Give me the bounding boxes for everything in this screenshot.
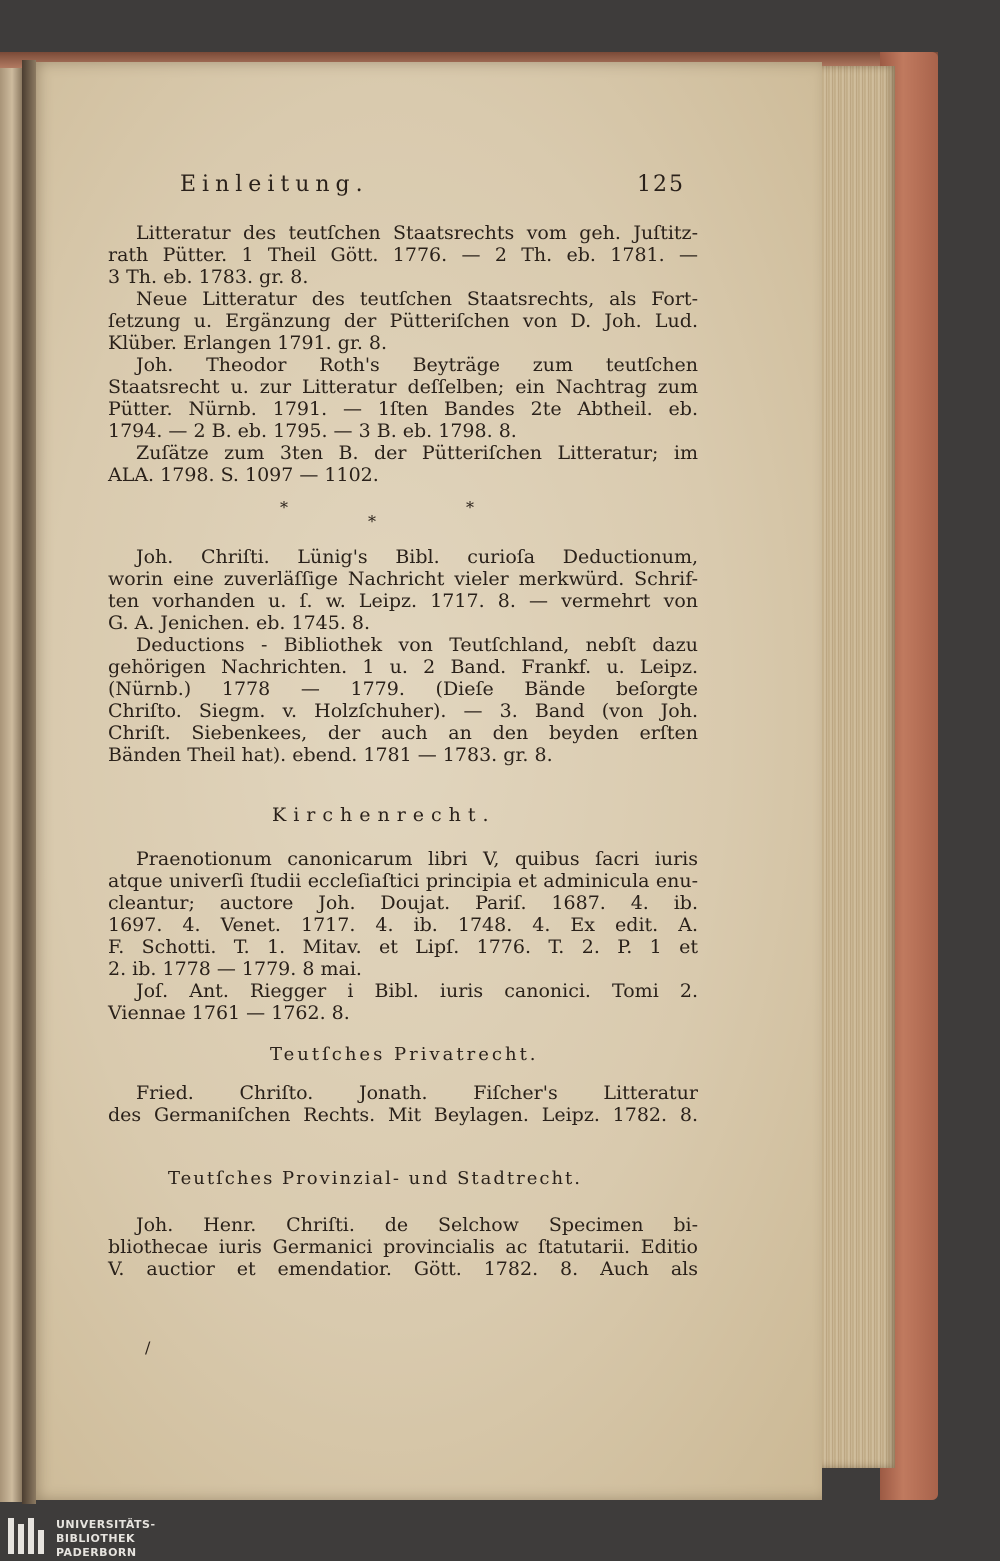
text-line: ALA. 1798. S. 1097 — 1102.	[108, 464, 379, 486]
text-line: ſetzung u. Ergänzung der Pütteriſchen von D. Joh. Lud.	[108, 310, 698, 332]
text-block-privatrecht	[108, 1082, 698, 1126]
text-line: atque univerſi ſtudii eccleſiaſtici principia et adminicula enu-	[108, 870, 698, 892]
text-block-staatsrecht	[108, 222, 698, 486]
ink-mark: /	[145, 1338, 151, 1357]
text-line: rath Pütter. 1 Theil Gött. 1776. — 2 Th. eb. 1781. —	[108, 244, 698, 266]
text-line: ten vorhanden u. ſ. w. Leipz. 1717. 8. — vermehrt von	[108, 590, 698, 612]
library-logo-icon	[6, 1516, 48, 1556]
text-line: F. Schotti. T. 1. Mitav. et Lipſ. 1776. T. 2. P. 1 et	[108, 936, 698, 958]
text-block-kirchenrecht	[108, 848, 698, 1024]
divider-star: *	[280, 498, 288, 517]
text-line: Chriſt. Siebenkees, der auch an den beyden erſten	[108, 722, 698, 744]
text-line: Klüber. Erlangen 1791. gr. 8.	[108, 332, 388, 354]
text-line: V. auctior et emendatior. Gött. 1782. 8. Auch als	[108, 1258, 698, 1280]
facing-page-edge	[0, 62, 24, 1502]
text-line: Joh. Chriſti. Lünig's Bibl. curioſa Deductionum,	[136, 546, 698, 568]
page-number: 125	[637, 172, 685, 197]
section-heading-kirchenrecht: Kirchenrecht.	[272, 804, 496, 826]
text-line: 1697. 4. Venet. 1717. 4. ib. 1748. 4. Ex edit. A.	[108, 914, 698, 936]
text-line: cleantur; auctore Joh. Doujat. Pariſ. 1687. 4. ib.	[108, 892, 698, 914]
text-line: worin eine zuverläſſige Nachricht vieler merkwürd. Schrif-	[108, 568, 698, 590]
text-line: Praenotionum canonicarum libri V, quibus ſacri iuris	[136, 848, 698, 870]
text-line: Joh. Theodor Roth's Beyträge zum teutſchen	[136, 354, 698, 376]
text-line: gehörigen Nachrichten. 1 u. 2 Band. Frankf. u. Leipz.	[108, 656, 698, 678]
text-line: Deductions - Bibliothek von Teutſchland, nebſt dazu	[136, 634, 698, 656]
section-divider-stars	[280, 498, 480, 531]
logo-text-line: BIBLIOTHEK	[56, 1532, 136, 1545]
text-line: Joſ. Ant. Riegger i Bibl. iuris canonici. Tomi 2.	[136, 980, 698, 1002]
library-logo	[6, 1512, 246, 1559]
text-line: Viennae 1761 — 1762. 8.	[108, 1002, 350, 1024]
text-line: bliothecae iuris Germanici provincialis ac ſtatutarii. Editio	[108, 1236, 698, 1258]
text-line: Neue Litteratur des teutſchen Staatsrechts, als Fort-	[136, 288, 698, 310]
text-line: Joh. Henr. Chriſti. de Selchow Specimen bi-	[136, 1214, 698, 1236]
text-line: Chriſto. Siegm. v. Holzſchuher). — 3. Band (von Joh.	[108, 700, 698, 722]
section-heading-provinzialrecht: Teutſches Provinzial- und Stadtrecht.	[168, 1168, 583, 1189]
page-block-edges	[815, 66, 895, 1468]
running-title: Einleitung.	[180, 172, 369, 197]
book-gutter	[22, 60, 36, 1504]
text-line: G. A. Jenichen. eb. 1745. 8.	[108, 612, 371, 634]
section-heading-privatrecht: Teutſches Privatrecht.	[270, 1044, 539, 1065]
text-line: 2. ib. 1778 — 1779. 8 mai.	[108, 958, 362, 980]
logo-text-line: UNIVERSITÄTS-	[56, 1518, 156, 1531]
text-line: Zuſätze zum 3ten B. der Pütteriſchen Litteratur; im	[136, 442, 698, 464]
logo-text-line: PADERBORN	[56, 1546, 137, 1559]
text-line: 3 Th. eb. 1783. gr. 8.	[108, 266, 309, 288]
text-line: 1794. — 2 B. eb. 1795. — 3 B. eb. 1798. 8.	[108, 420, 517, 442]
text-line: des Germaniſchen Rechts. Mit Beylagen. Leipz. 1782. 8.	[108, 1104, 698, 1126]
text-line: (Nürnb.) 1778 — 1779. (Dieſe Bände beſorgte	[108, 678, 698, 700]
divider-star: *	[466, 498, 474, 517]
text-block-provinzialrecht	[108, 1214, 698, 1280]
text-line: Staatsrecht u. zur Litteratur deſſelben; ein Nachtrag zum	[108, 376, 698, 398]
text-line: Bänden Theil hat). ebend. 1781 — 1783. gr. 8.	[108, 744, 553, 766]
text-line: Pütter. Nürnb. 1791. — 1ſten Bandes 2te Abtheil. eb.	[108, 398, 698, 420]
text-block-deductionen	[108, 546, 698, 766]
divider-star: *	[368, 512, 376, 531]
text-line: Fried. Chriſto. Jonath. Fiſcher's Litteratur	[136, 1082, 698, 1104]
text-line: Litteratur des teutſchen Staatsrechts vom geh. Juſtitz-	[136, 222, 698, 244]
